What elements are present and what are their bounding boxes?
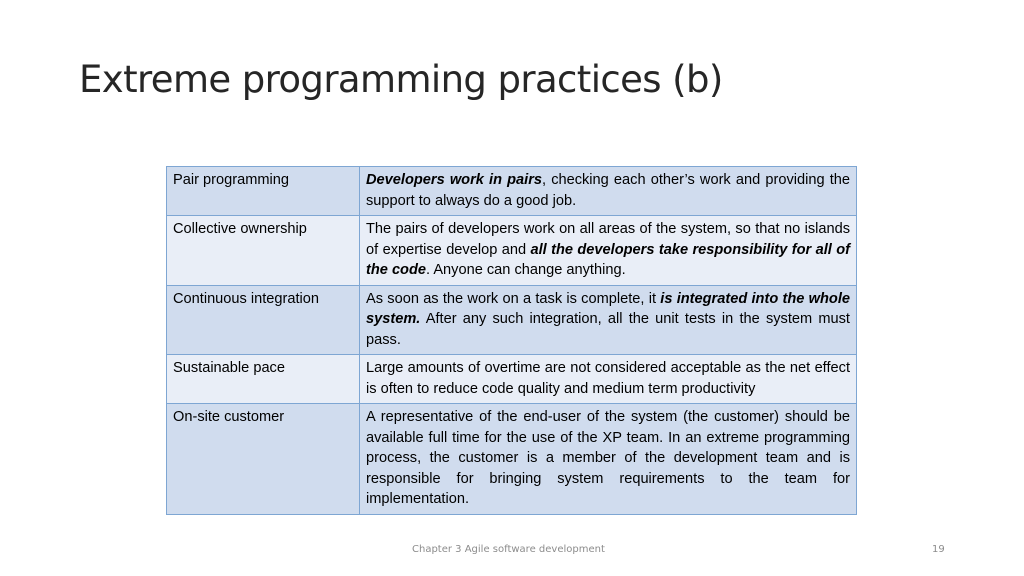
practice-name: Continuous integration <box>167 285 360 355</box>
practice-description <box>360 355 857 404</box>
description-text: A representative of the end-user of the system (the customer) should be available full time for the use of the XP team. In an extreme programming process, the customer is a member of the development team and is responsible for bringing system requirements to the team for implementation. <box>366 409 850 507</box>
slide-footer: Chapter 3 Agile software development <box>412 544 605 555</box>
practice-description <box>360 285 857 355</box>
slide-title: Extreme programming practices (b) <box>79 58 723 101</box>
practices-table <box>166 166 857 515</box>
table-row <box>167 216 857 286</box>
practice-name: On-site customer <box>167 404 360 515</box>
description-text: As soon as the work on a task is complete, it <box>366 290 661 307</box>
practice-name: Collective ownership <box>167 216 360 286</box>
practices-table-body <box>167 167 857 515</box>
emphasized-text: Developers work in pairs <box>366 172 542 188</box>
practice-description <box>360 216 857 286</box>
description-text: The pairs of developers work on all areas of the system, so that no islands of expertise develop and <box>366 221 850 258</box>
table-row <box>167 167 857 216</box>
description-text: , checking each other’s work and providing the support to always do a good job. <box>366 172 850 209</box>
emphasized-text: all the developers take responsibility for all of the code <box>366 241 850 278</box>
practice-name: Sustainable pace <box>167 355 360 404</box>
description-text: Large amounts of overtime are not considered acceptable as the net effect is often to reduce code quality and medium term productivity <box>366 360 850 397</box>
table-row <box>167 355 857 404</box>
table-row <box>167 285 857 355</box>
slide-number: 19 <box>932 544 945 555</box>
practice-name: Pair programming <box>167 167 360 216</box>
practice-description <box>360 404 857 515</box>
description-text: . Anyone can change anything. <box>426 262 626 278</box>
practice-description <box>360 167 857 216</box>
emphasized-text: is integrated into the whole system. <box>366 290 851 327</box>
table-row <box>167 404 857 515</box>
description-text: After any such integration, all the unit tests in the system must pass. <box>366 311 850 348</box>
